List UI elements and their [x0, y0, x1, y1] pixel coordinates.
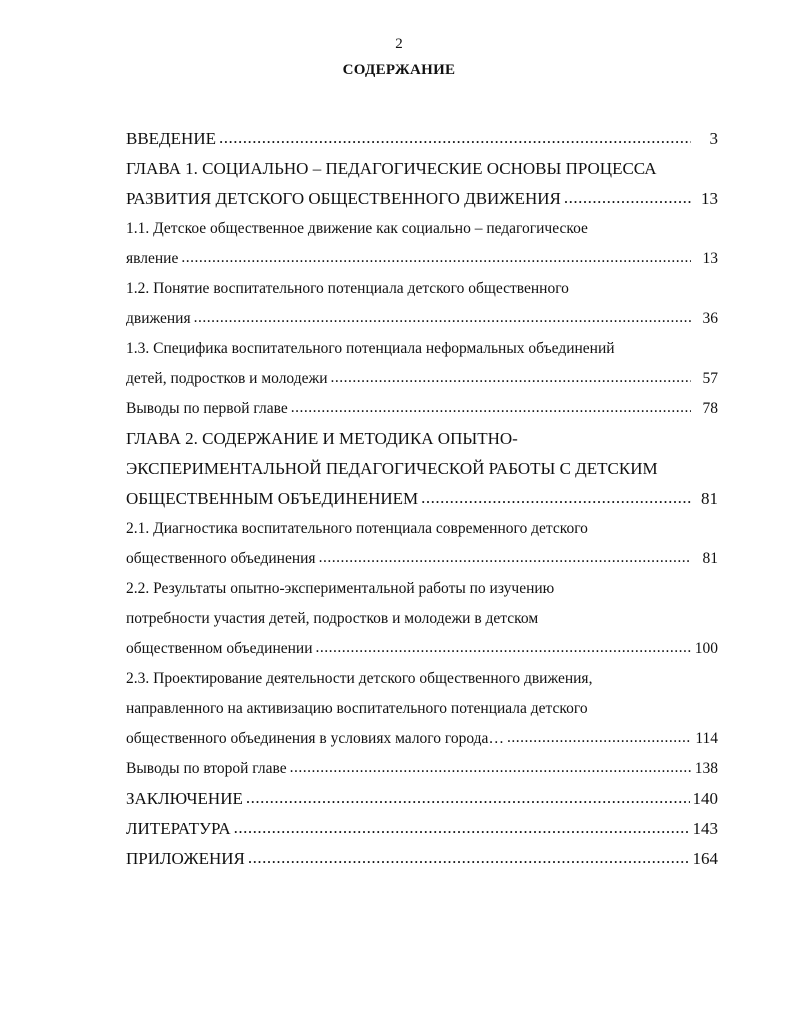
toc-entry-chapter-1[interactable] — [126, 154, 718, 214]
toc-entry-title-line: потребности участия детей, подростков и молодежи в детском — [126, 610, 539, 627]
toc-entry-page: 13 — [702, 250, 718, 267]
dot-leader — [234, 813, 690, 843]
toc-entry-appendices[interactable] — [126, 844, 718, 874]
toc-entry-title: ВВЕДЕНИЕ — [126, 129, 216, 148]
toc-entry-introduction[interactable] — [126, 124, 718, 154]
toc-entry-literature[interactable] — [126, 814, 718, 844]
toc-entry-page: 57 — [702, 370, 718, 387]
toc-entry-section-2-2[interactable] — [126, 574, 718, 664]
toc-entry-page: 81 — [702, 550, 718, 567]
toc-entry-title: явление — [126, 250, 179, 267]
toc-entry-title-line: 2.2. Результаты опытно-экспериментальной работы по изучению — [126, 580, 555, 597]
dot-leader — [248, 843, 690, 873]
toc-entry-page: 114 — [695, 730, 718, 747]
toc-entry-title-line: ГЛАВА 2. СОДЕРЖАНИЕ И МЕТОДИКА ОПЫТНО- — [126, 429, 518, 448]
dot-leader — [246, 783, 690, 813]
toc-entry-title: ЛИТЕРАТУРА — [126, 819, 231, 838]
toc-entry-chapter-1-conclusions[interactable] — [126, 394, 718, 424]
toc-entry-page: 143 — [692, 819, 718, 838]
toc-entry-title-line: 2.1. Диагностика воспитательного потенциала современного детского — [126, 520, 588, 537]
dot-leader — [331, 363, 691, 393]
toc-entry-page: 81 — [701, 489, 718, 508]
toc-entry-page: 13 — [701, 189, 718, 208]
toc-entry-page: 3 — [709, 129, 718, 148]
dot-leader — [181, 243, 691, 273]
dot-leader — [319, 543, 691, 573]
toc-entry-title: общественного объединения в условиях малого города… — [126, 730, 504, 747]
dot-leader — [290, 753, 691, 783]
toc-entry-page: 100 — [694, 640, 718, 657]
toc-entry-title-line: ЭКСПЕРИМЕНТАЛЬНОЙ ПЕДАГОГИЧЕСКОЙ РАБОТЫ С ДЕТСКИМ — [126, 459, 658, 478]
toc-entry-section-1-2[interactable] — [126, 274, 718, 334]
toc-entry-title: ПРИЛОЖЕНИЯ — [126, 849, 245, 868]
dot-leader — [219, 123, 691, 153]
toc-entry-title-line: направленного на активизацию воспитательного потенциала детского — [126, 700, 588, 717]
toc-entry-title: ОБЩЕСТВЕННЫМ ОБЪЕДИНЕНИЕМ — [126, 489, 419, 508]
toc-entry-page: 140 — [692, 789, 718, 808]
toc-entry-chapter-2-conclusions[interactable] — [126, 754, 718, 784]
dot-leader — [291, 393, 691, 423]
dot-leader — [507, 723, 691, 753]
toc-entry-title: Выводы по второй главе — [126, 760, 287, 777]
toc-entry-section-2-1[interactable] — [126, 514, 718, 574]
toc-entry-title-line: ГЛАВА 1. СОЦИАЛЬНО – ПЕДАГОГИЧЕСКИЕ ОСНОВЫ ПРОЦЕССА — [126, 159, 657, 178]
toc-entry-title: Выводы по первой главе — [126, 400, 288, 417]
toc-entry-chapter-2[interactable] — [126, 424, 718, 514]
dot-leader — [421, 483, 691, 513]
toc-entry-title: общественном объединении — [126, 640, 313, 657]
page-title: СОДЕРЖАНИЕ — [342, 62, 456, 78]
table-of-contents — [126, 124, 718, 874]
toc-entry-title: РАЗВИТИЯ ДЕТСКОГО ОБЩЕСТВЕННОГО ДВИЖЕНИЯ — [126, 189, 561, 208]
toc-entry-title: детей, подростков и молодежи — [126, 370, 328, 387]
toc-entry-section-1-1[interactable] — [126, 214, 718, 274]
toc-entry-title: общественного объединения — [126, 550, 316, 567]
toc-entry-page: 138 — [694, 760, 718, 777]
toc-entry-conclusion[interactable] — [126, 784, 718, 814]
toc-entry-title-line: 1.3. Специфика воспитательного потенциала неформальных объединений — [126, 340, 615, 357]
toc-entry-title-line: 2.3. Проектирование деятельности детского общественного движения, — [126, 670, 593, 687]
dot-leader — [564, 183, 691, 213]
toc-entry-title: движения — [126, 310, 191, 327]
dot-leader — [316, 633, 691, 663]
toc-entry-title-line: 1.1. Детское общественное движение как социально – педагогическое — [126, 220, 588, 237]
toc-entry-section-1-3[interactable] — [126, 334, 718, 394]
toc-entry-section-2-3[interactable] — [126, 664, 718, 754]
toc-entry-page: 164 — [692, 849, 718, 868]
toc-entry-page: 36 — [702, 310, 718, 327]
page-number: 2 — [395, 36, 403, 52]
toc-entry-page: 78 — [702, 400, 718, 417]
dot-leader — [194, 303, 691, 333]
toc-entry-title-line: 1.2. Понятие воспитательного потенциала детского общественного — [126, 280, 569, 297]
toc-entry-title: ЗАКЛЮЧЕНИЕ — [126, 789, 243, 808]
